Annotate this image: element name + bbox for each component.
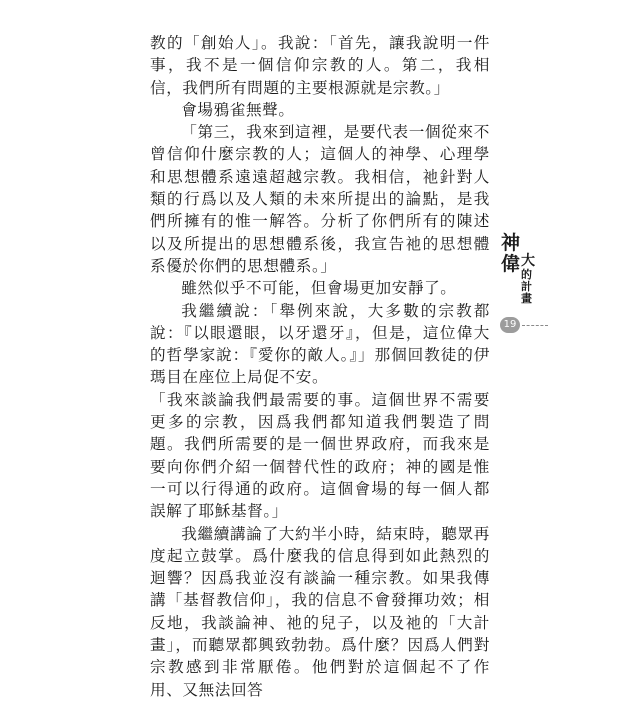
title-char: 的 [521,268,533,281]
paragraph: 教的「創始人」。我說：「首先，讓我說明一件事，我不是一個信仰宗教的人。第二，我相信，我們所有問題的主要根源就是宗教。」 [150,34,490,97]
title-char: 偉 [501,253,521,275]
title-char: 大 [521,253,536,269]
page-number-badge: 19 [500,317,520,333]
title-char: 神 [501,232,521,254]
paragraph: 「我來談論我們最需要的事。這個世界不需要更多的宗教，因爲我們都知道我們製造了問題。我們所需要的是一個世界政府，而我來是要向你們介紹一個替代性的政府；神的國是惟一可以行得通的政府。這個會場的每一個人都誤解了耶穌基督。」 [150,390,490,521]
paragraph: 雖然似乎不可能，但會場更加安靜了。 [181,279,457,298]
paragraph: 會場鴉雀無聲。 [181,100,295,119]
paragraph: 我繼續說：「舉例來說，大多數的宗教都說：『以眼還眼，以牙還牙』，但是，這位偉大的哲學家說：『愛你的敵人。』」那個回教徒的伊瑪目在座位上局促不安。 [150,301,490,387]
paragraph: 「第三，我來到這裡，是要代表一個從來不曾信仰什麼宗教的人；這個人的神學、心理學和思想體系遠遠超越宗教。我相信，祂針對人類的行爲以及人類的未來所提出的論點，是我們所擁有的惟一解答。分析了你們所有的陳述以及所提出的思想體系後，我宣告祂的思想體系優於你們的思想體系。」 [150,123,490,275]
page-number-leader-line [522,325,548,326]
running-book-title [501,233,537,305]
body-text [150,32,490,701]
title-char: 計 [521,280,533,293]
title-char: 畫 [521,292,533,305]
paragraph: 我繼續講論了大約半小時，結束時，聽眾再度起立鼓掌。爲什麼我的信息得到如此熱烈的迴響？因爲我並沒有談論一種宗教。如果我傳講「基督教信仰」，我的信息不會發揮功效；相反地，我談論神、祂的兒子，以及祂的「大計畫」，而聽眾都興致勃勃。爲什麼？因爲人們對宗教感到非常厭倦。他們對於這個起不了作用、又無法回答 [150,524,490,699]
